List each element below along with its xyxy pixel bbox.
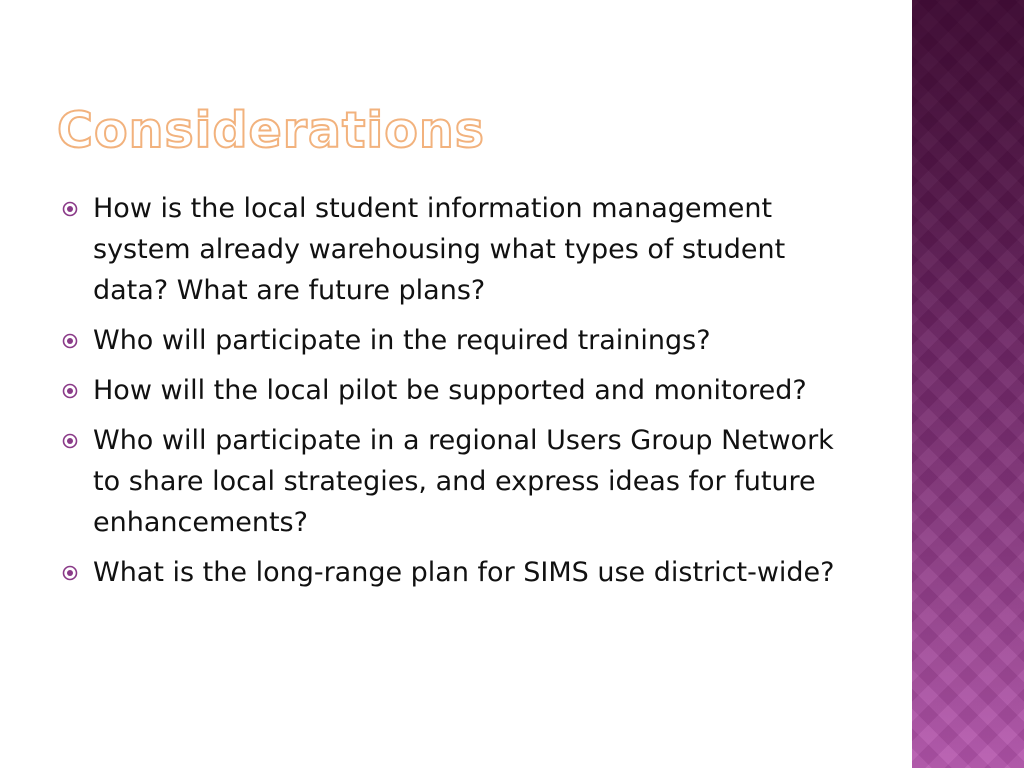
slide-title: Considerations <box>57 102 485 159</box>
bullet-text: How will the local pilot be supported and monitored? <box>93 375 807 406</box>
bullet-item <box>62 370 852 411</box>
bullet-text: What is the long-range plan for SIMS use district-wide? <box>93 557 835 588</box>
decorative-side-band <box>912 0 1024 768</box>
circled-dot-icon <box>62 333 78 349</box>
bullet-item <box>62 552 852 593</box>
circled-dot-icon <box>62 201 78 217</box>
circled-dot-icon <box>62 383 78 399</box>
bullet-item <box>62 188 852 311</box>
circled-dot-icon <box>62 565 78 581</box>
bullet-text: How is the local student information management system already warehousing what types of student data? What are future plans? <box>93 193 786 306</box>
circled-dot-icon <box>62 433 78 449</box>
bullet-text: Who will participate in the required trainings? <box>93 325 711 356</box>
bullet-list <box>62 188 852 602</box>
bullet-text: Who will participate in a regional Users Group Network to share local strategies, and express ideas for future enhancements? <box>93 425 834 538</box>
bullet-item <box>62 320 852 361</box>
bullet-item <box>62 420 852 543</box>
